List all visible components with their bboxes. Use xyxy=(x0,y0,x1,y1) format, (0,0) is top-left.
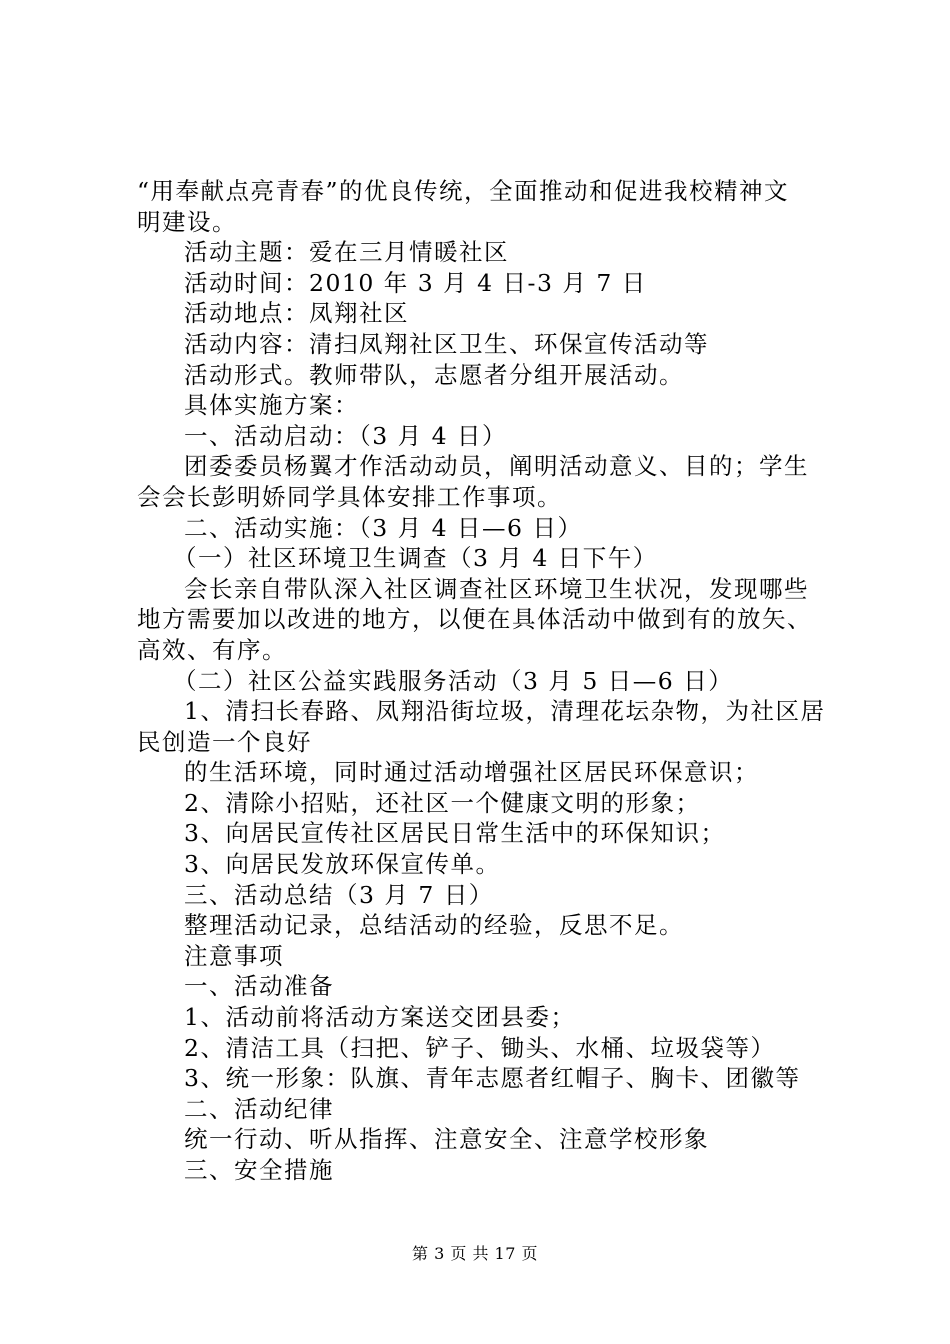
list-item: 3、向居民宣传社区居民日常生活中的环保知识； xyxy=(184,819,726,848)
text-line: 的生活环境，同时通过活动增强社区居民环保意识； xyxy=(184,758,759,787)
text-line: 会会长彭明娇同学具体安排工作事项。 xyxy=(137,482,562,511)
activity-content-line: 活动内容：清扫凤翔社区卫生、环保宣传活动等 xyxy=(184,329,709,358)
subsection-heading: （一）社区环境卫生调查（3 月 4 日下午） xyxy=(173,544,658,573)
text-line: 高效、有序。 xyxy=(137,635,287,664)
section-heading: 一、活动启动：（3 月 4 日） xyxy=(184,421,508,450)
activity-theme-line: 活动主题：爱在三月情暖社区 xyxy=(184,238,509,267)
activity-location-line: 活动地点：凤翔社区 xyxy=(184,299,409,328)
text-line: 统一行动、听从指挥、注意安全、注意学校形象 xyxy=(184,1125,709,1154)
list-item: 1、清扫长春路、凤翔沿街垃圾，清理花坛杂物，为社区居 xyxy=(184,697,826,726)
list-item: 3、统一形象：队旗、青年志愿者红帽子、胸卡、团徽等 xyxy=(184,1064,801,1093)
activity-form-line: 活动形式。教师带队，志愿者分组开展活动。 xyxy=(184,360,684,389)
page-footer: 第 3 页 共 17 页 xyxy=(412,1244,538,1263)
section-heading: 三、活动总结（3 月 7 日） xyxy=(184,880,494,909)
list-item: 2、清除小招贴，还社区一个健康文明的形象； xyxy=(184,788,701,817)
subsection-heading: （二）社区公益实践服务活动（3 月 5 日—6 日） xyxy=(173,666,734,695)
text-line: 会长亲自带队深入社区调查社区环境卫生状况，发现哪些 xyxy=(184,574,809,603)
text-line: 民创造一个良好 xyxy=(137,727,312,756)
list-item: 1、活动前将活动方案送交团县委； xyxy=(184,1003,576,1032)
text-line: 地方需要加以改进的地方，以便在具体活动中做到有的放矢、 xyxy=(137,605,812,634)
text-line: 团委委员杨翼才作活动动员，阐明活动意义、目的；学生 xyxy=(184,452,809,481)
section-heading: 具体实施方案： xyxy=(184,391,359,420)
list-item: 2、清洁工具（扫把、铲子、锄头、水桶、垃圾袋等） xyxy=(184,1033,776,1062)
section-heading: 注意事项 xyxy=(184,941,284,970)
text-line: 明建设。 xyxy=(137,207,237,236)
activity-time-line: 活动时间：2010 年 3 月 4 日-3 月 7 日 xyxy=(184,268,647,297)
section-heading: 三、安全措施 xyxy=(184,1156,334,1184)
text-line: 整理活动记录，总结活动的经验，反思不足。 xyxy=(184,911,684,940)
list-item: 3、向居民发放环保宣传单。 xyxy=(184,850,501,879)
document-body xyxy=(137,176,837,1186)
section-heading: 二、活动实施：（3 月 4 日—6 日） xyxy=(184,513,583,542)
section-heading: 二、活动纪律 xyxy=(184,1094,334,1123)
text-line: “用奉献点亮青春”的优良传统，全面推动和促进我校精神文 xyxy=(137,177,790,205)
section-heading: 一、活动准备 xyxy=(184,972,334,1001)
